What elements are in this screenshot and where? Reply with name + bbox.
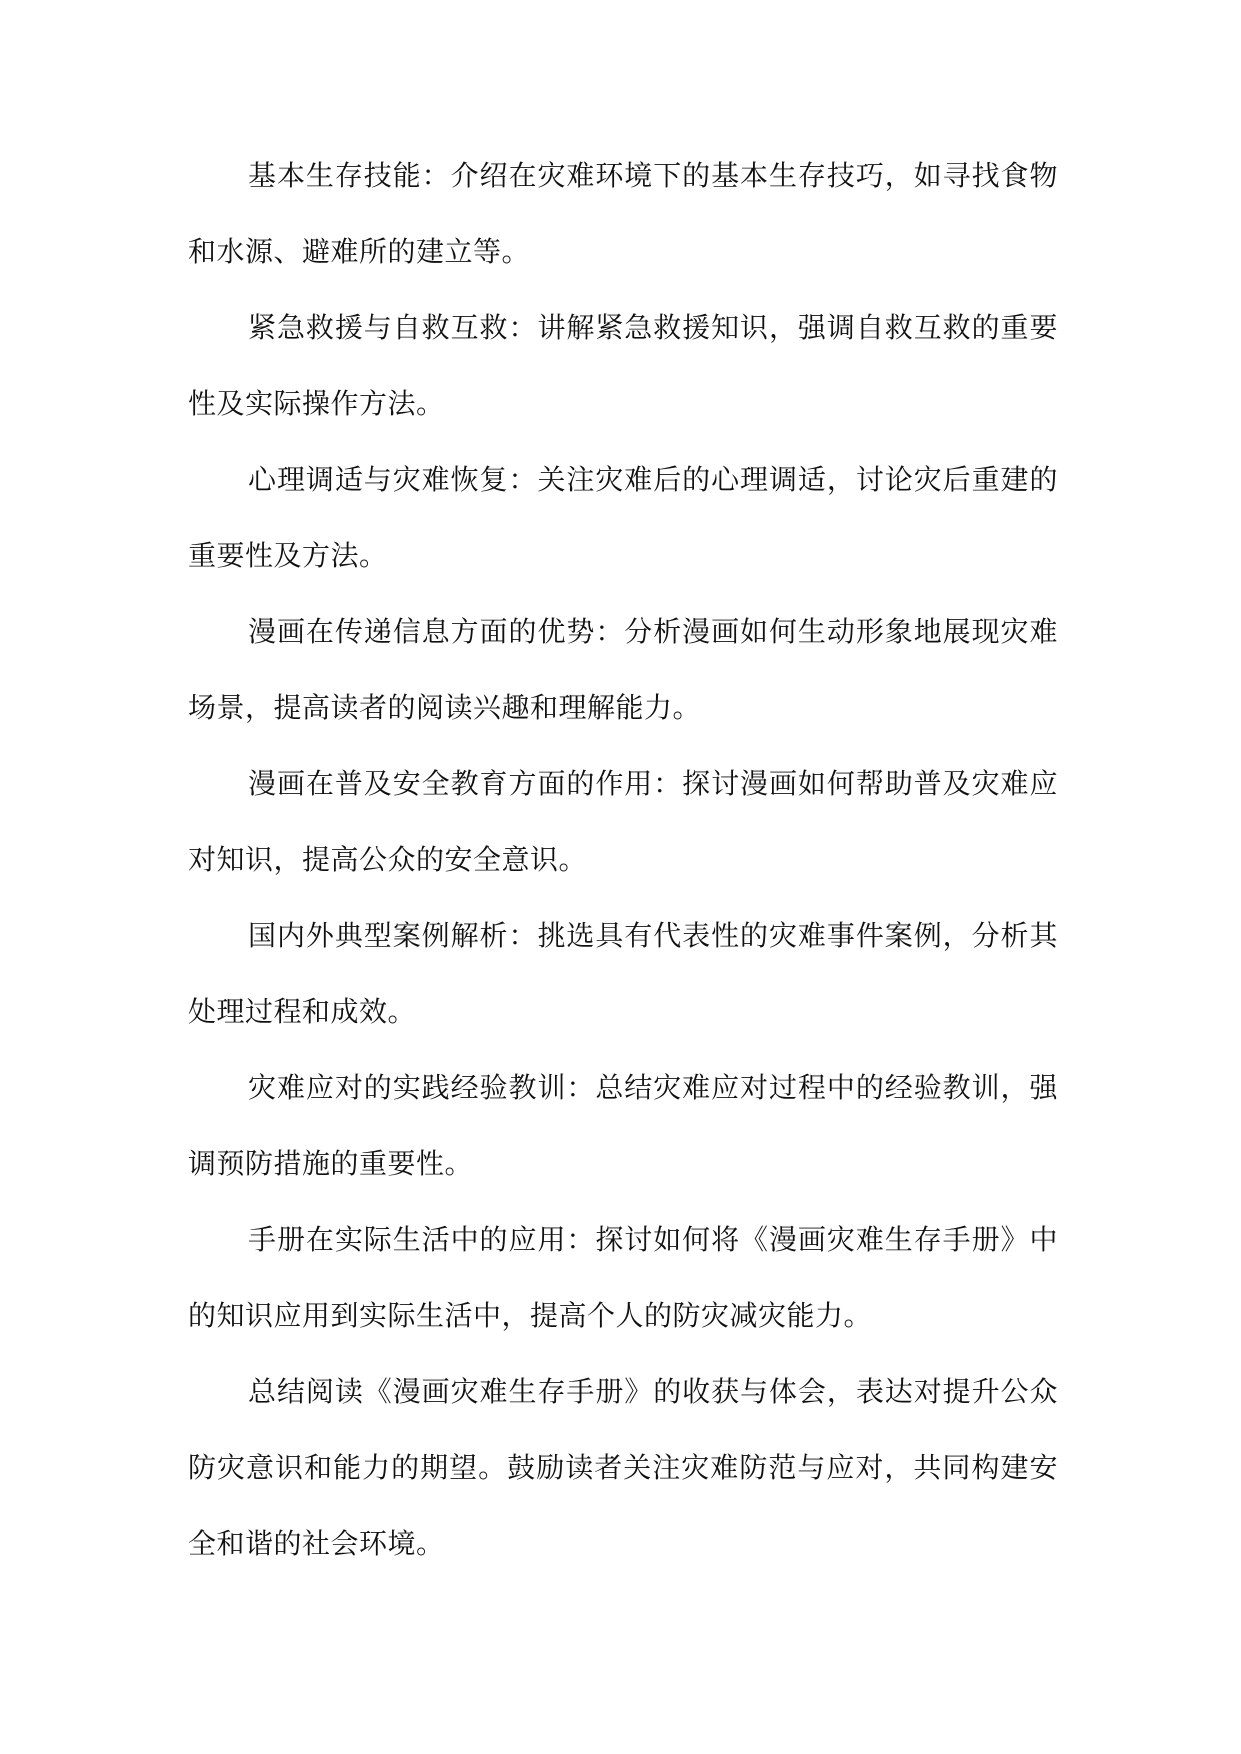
- paragraph-summary: 总结阅读《漫画灾难生存手册》的收获与体会，表达对提升公众防灾意识和能力的期望。鼓励读者关注灾难防范与应对，共同构建安全和谐的社会环境。: [188, 1375, 1058, 1560]
- document-body: [188, 138, 1058, 1582]
- paragraph-lessons-learned: 灾难应对的实践经验教训：总结灾难应对过程中的经验教训，强调预防措施的重要性。: [188, 1071, 1058, 1180]
- paragraph-psychological-recovery: 心理调适与灾难恢复：关注灾难后的心理调适，讨论灾后重建的重要性及方法。: [188, 463, 1058, 572]
- paragraph-comic-safety-education: 漫画在普及安全教育方面的作用：探讨漫画如何帮助普及灾难应对知识，提高公众的安全意识。: [188, 767, 1058, 876]
- paragraph-manual-application: 手册在实际生活中的应用：探讨如何将《漫画灾难生存手册》中的知识应用到实际生活中，提高个人的防灾减灾能力。: [188, 1223, 1058, 1332]
- paragraph-comic-information-advantage: 漫画在传递信息方面的优势：分析漫画如何生动形象地展现灾难场景，提高读者的阅读兴趣和理解能力。: [188, 615, 1058, 724]
- paragraph-basic-survival-skills: 基本生存技能：介绍在灾难环境下的基本生存技巧，如寻找食物和水源、避难所的建立等。: [188, 159, 1058, 268]
- paragraph-emergency-rescue: 紧急救援与自救互救：讲解紧急救援知识，强调自救互救的重要性及实际操作方法。: [188, 311, 1058, 420]
- paragraph-case-analysis: 国内外典型案例解析：挑选具有代表性的灾难事件案例，分析其处理过程和成效。: [188, 919, 1058, 1028]
